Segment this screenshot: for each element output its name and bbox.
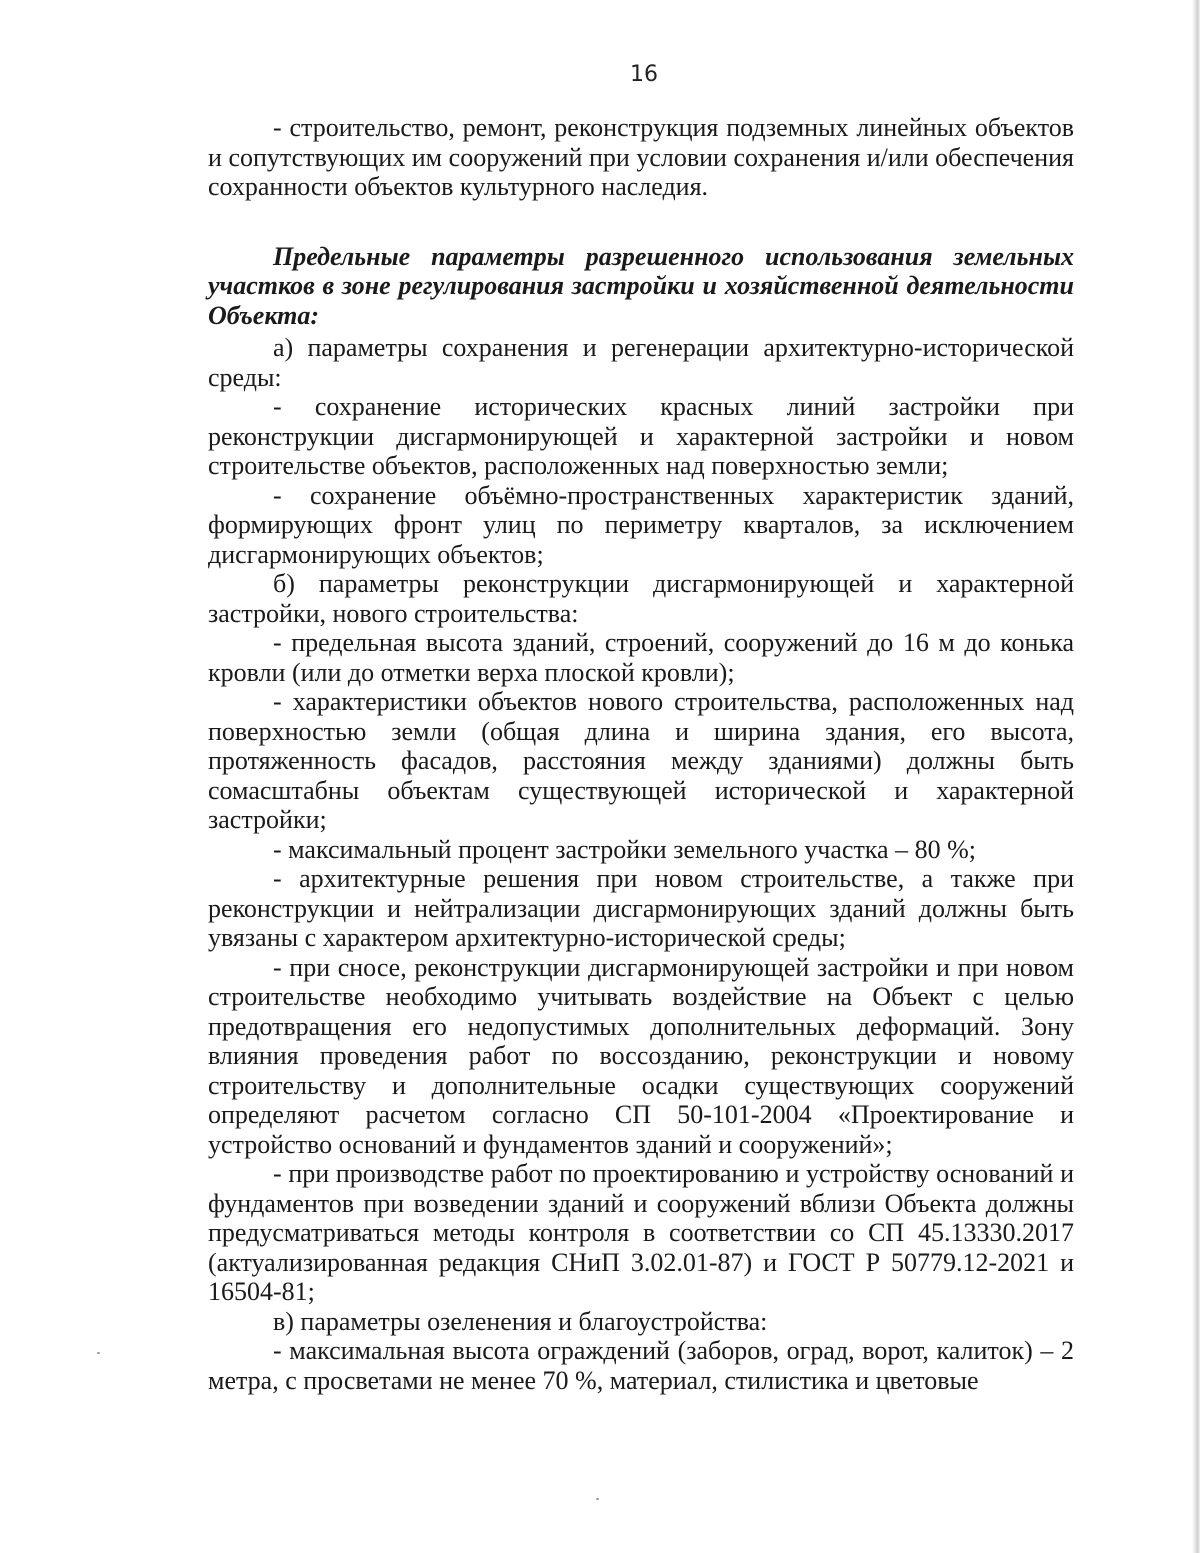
paragraph-underground-construction: - строительство, ремонт, реконструкция подземных линейных объектов и сопутствующих им сооружений при условии сохранения и/или обеспечения сохранности объектов культурного наследия. [208, 113, 1074, 201]
scan-speck [596, 1498, 599, 1500]
paragraph-max-height: - предельная высота зданий, строений, сооружений до 16 м до конька кровли (или до отметки верха плоской кровли); [208, 628, 1074, 687]
paragraph-max-coverage: - максимальный процент застройки земельного участка – 80 %; [273, 834, 976, 864]
scan-speck [97, 1352, 100, 1354]
paragraph-b-reconstruction-params: б) параметры реконструкции дисгармонирующей и характерной застройки, нового строительства: [208, 569, 1074, 628]
paragraph-a-preservation-params: а) параметры сохранения и регенерации архитектурно-исторической среды: [208, 333, 1074, 392]
paragraph-new-construction-characteristics: - характеристики объектов нового строительства, расположенных над поверхностью земли (общая длина и ширина здания, его высота, протяженность фасадов, расстояния между зданиями) должны быть сомасштабны объектам существующей исторической и характерной застройки; [208, 687, 1074, 834]
section-heading: Предельные параметры разрешенного использования земельных участков в зоне регулирования застройки и хозяйственной деятельности Объекта: [208, 241, 1074, 330]
paragraph-volume-characteristics: - сохранение объёмно-пространственных характеристик зданий, формирующих фронт улиц по периметру кварталов, за исключением дисгармонирующих объектов; [208, 480, 1074, 569]
paragraph-fence-height: - максимальная высота ограждений (заборов, оград, ворот, калиток) – 2 метра, с просветами не менее 70 %, материал, стилистика и цветовые [208, 1336, 1074, 1395]
paragraph-c-landscaping-params: в) параметры озеленения и благоустройства: [273, 1306, 768, 1336]
paragraph-foundation-control: - при производстве работ по проектированию и устройству оснований и фундаментов при возведении зданий и сооружений вблизи Объекта должны предусматриваться методы контроля в соответствии со СП 45.13330.2017 (актуализированная редакция СНиП 3.02.01-87) и ГОСТ Р 50779.12-2021 и 16504-81; [208, 1159, 1074, 1306]
paragraph-red-lines: - сохранение исторических красных линий застройки при реконструкции дисгармонирующей и характерной застройки и новом строительстве объектов, расположенных над поверхностью земли; [208, 392, 1074, 480]
paragraph-architectural-solutions: - архитектурные решения при новом строительстве, а также при реконструкции и нейтрализации дисгармонирующих зданий должны быть увязаны с характером архитектурно-исторической среды; [208, 864, 1074, 952]
document-body [208, 113, 1074, 1395]
paragraph-demolition-impact: - при сносе, реконструкции дисгармонирующей застройки и при новом строительстве необходимо учитывать воздействие на Объект с целью предотвращения его недопустимых дополнительных деформаций. Зону влияния проведения работ по воссозданию, реконструкции и новому строительству и дополнительные осадки существующих сооружений определяют расчетом согласно СП 50-101-2004 «Проектирование и устройство оснований и фундаментов зданий и сооружений»; [208, 952, 1074, 1159]
page-number: 16 [630, 62, 658, 87]
scan-edge [1192, 0, 1200, 1553]
